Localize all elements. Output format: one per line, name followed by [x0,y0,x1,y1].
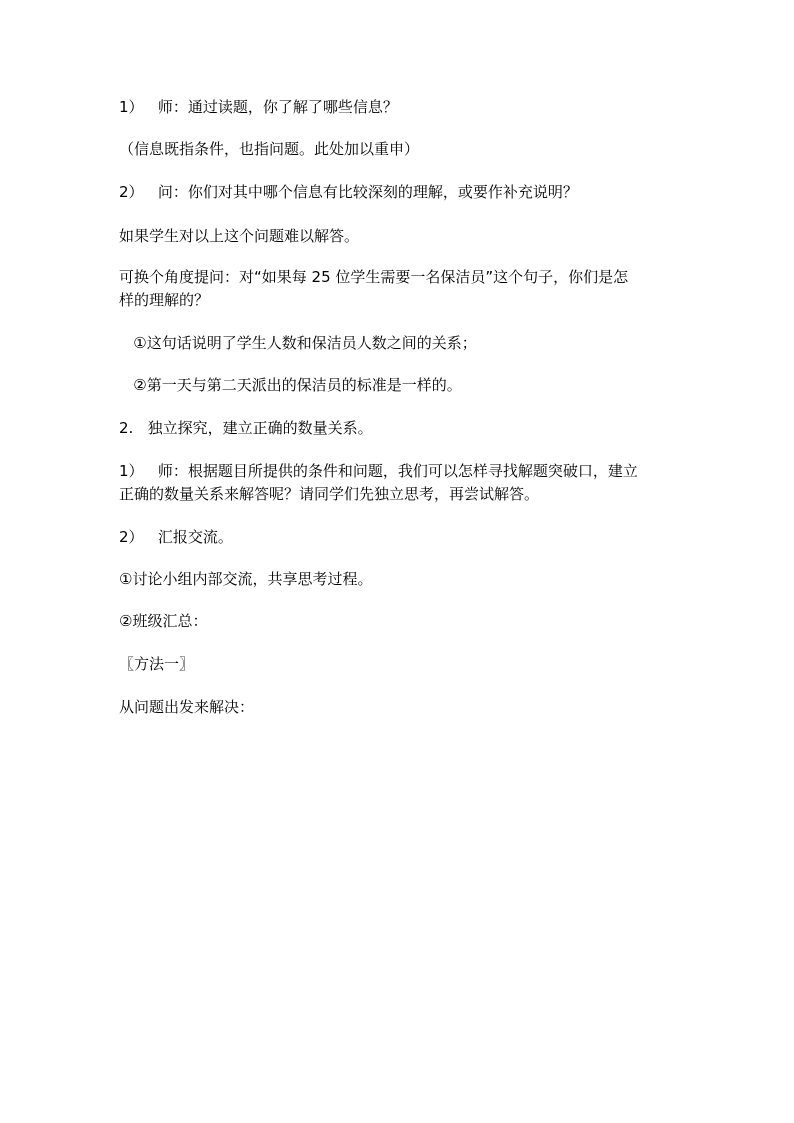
paragraph-point-two: ②第一天与第二天派出的保洁员的标准是一样的。 [119,376,462,394]
paragraph-difficulty: 如果学生对以上这个问题难以解答。 [119,227,360,245]
paragraph-class-summary: ②班级汇总： [119,612,208,630]
paragraph-rephrase-line-2: 样的理解的？ [119,291,210,309]
paragraph-section-two: 2. 独立探究，建立正确的数量关系。 [119,419,373,437]
paragraph-note: （信息既指条件，也指问题。此处加以重申） [119,140,420,158]
paragraph-teacher-guide-line-1: 1） 师：根据题目所提供的条件和问题，我们可以怎样寻找解题突破口，建立 [119,462,638,480]
paragraph-teacher-question: 1） 师：通过读题，你了解了哪些信息？ [119,98,398,116]
paragraph-rephrase-line-1: 可换个角度提问：对“如果每 25 位学生需要一名保洁员”这个句子，你们是怎 [119,268,629,286]
paragraph-teacher-guide-line-2: 正确的数量关系来解答呢？请同学们先独立思考，再尝试解答。 [119,485,540,503]
paragraph-question-two: 2） 问：你们对其中哪个信息有比较深刻的理解，或要作补充说明？ [119,183,578,201]
paragraph-method-one: 〖方法一〗 [119,655,195,673]
paragraph-group-discussion: ①讨论小组内部交流，共享思考过程。 [119,570,373,588]
paragraph-point-one: ①这句话说明了学生人数和保洁员人数之间的关系； [119,334,477,352]
paragraph-from-question: 从问题出发来解决： [119,698,255,716]
paragraph-report: 2） 汇报交流。 [119,528,233,546]
